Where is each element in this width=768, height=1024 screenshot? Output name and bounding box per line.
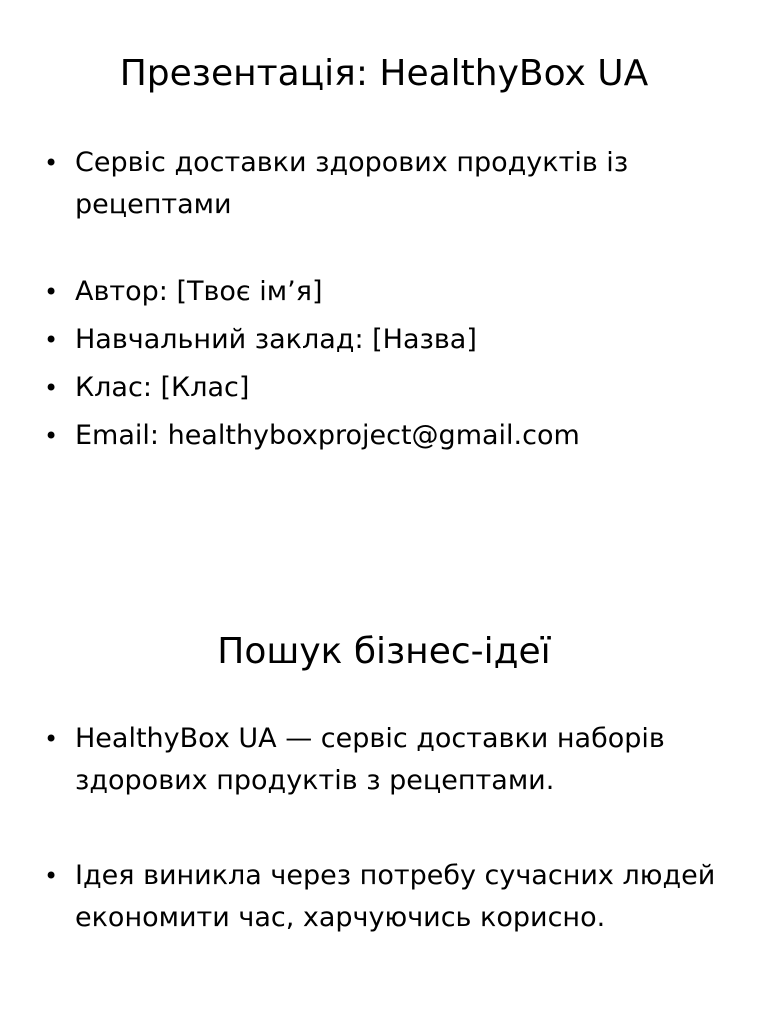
bullet-icon: • xyxy=(44,149,59,177)
bullet-text: Ідея виникла через потребу сучасних людей економити час, харчуючись корисно. xyxy=(75,860,716,933)
bullet-text: HealthyBox UA — сервіс доставки наборів здорових продуктів з рецептами. xyxy=(75,723,665,796)
bullet-item xyxy=(0,316,768,364)
bullet-text: Автор: [Твоє ім’я] xyxy=(75,276,323,307)
slide-title: Пошук бізнес-ідеї xyxy=(217,631,551,672)
bullet-icon: • xyxy=(44,725,59,753)
bullet-text: Email: healthyboxproject@gmail.com xyxy=(75,420,580,451)
bullet-list xyxy=(0,718,768,939)
bullet-item xyxy=(0,268,768,316)
bullet-icon: • xyxy=(44,278,59,306)
bullet-icon: • xyxy=(44,862,59,890)
bullet-icon: • xyxy=(44,326,59,354)
bullet-text: Сервіс доставки здорових продуктів із рецептами xyxy=(75,147,629,220)
bullet-item xyxy=(0,412,768,460)
bullet-item xyxy=(0,364,768,412)
bullet-icon: • xyxy=(44,374,59,402)
slide-title: Презентація: HealthyBox UA xyxy=(119,53,649,94)
bullet-item xyxy=(0,718,768,802)
bullet-icon: • xyxy=(44,422,59,450)
bullet-text: Навчальний заклад: [Назва] xyxy=(75,324,477,355)
bullet-list xyxy=(0,142,768,460)
bullet-item xyxy=(0,855,768,939)
bullet-text: Клас: [Клас] xyxy=(75,372,250,403)
bullet-item xyxy=(0,142,768,226)
slide-business-idea xyxy=(0,512,768,1024)
